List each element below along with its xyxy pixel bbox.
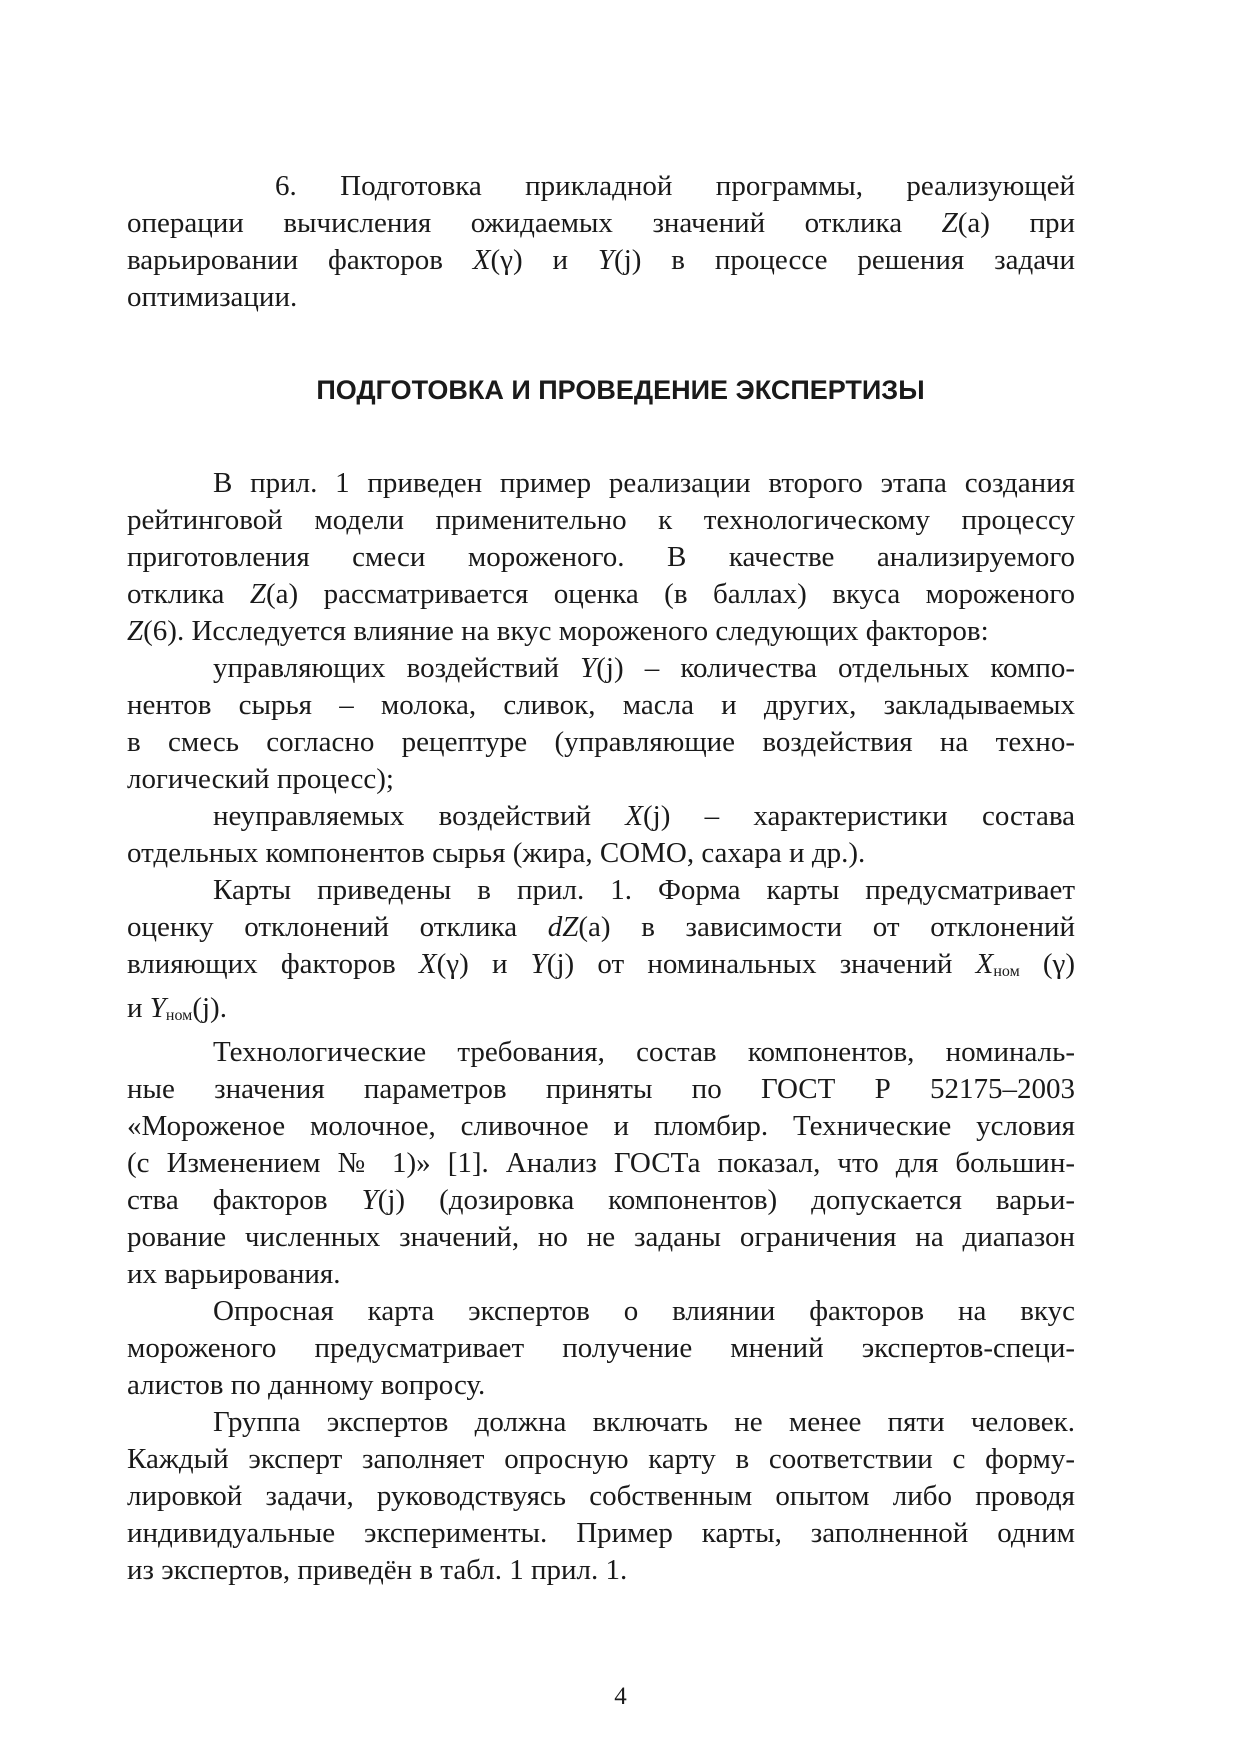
intro-line: оптимизации. <box>127 281 298 313</box>
intro-line: операции вычисления ожидаемых значений отклика Z(a) при <box>127 207 1075 239</box>
body-line: их варьирования. <box>127 1258 341 1290</box>
page-number: 4 <box>614 1683 627 1710</box>
section-heading: ПОДГОТОВКА И ПРОВЕДЕНИЕ ЭКСПЕРТИЗЫ <box>316 375 925 405</box>
intro-paragraph <box>127 168 1075 316</box>
body-line: В прил. 1 приведен пример реализации второго этапа создания <box>213 467 1075 499</box>
body-line: индивидуальные эксперименты. Пример карты, заполненной одним <box>127 1517 1075 1549</box>
body-line: и Yном(j). <box>127 992 227 1024</box>
body-line: «Мороженое молочное, сливочное и пломбир. Технические условия <box>127 1110 1075 1142</box>
body-line: Группа экспертов должна включать не менее пяти человек. <box>213 1406 1075 1438</box>
body-line: Технологические требования, состав компонентов, номиналь- <box>213 1036 1075 1068</box>
body-line: приготовления смеси мороженого. В качестве анализируемого <box>127 541 1075 573</box>
body-line: из экспертов, приведён в табл. 1 прил. 1. <box>127 1554 628 1586</box>
body-line: в смесь согласно рецептуре (управляющие воздействия на техно- <box>127 726 1075 758</box>
body-line: оценку отклонений отклика dZ(a) в зависимости от отклонений <box>127 911 1076 943</box>
body-line: отдельных компонентов сырья (жира, СОМО, сахара и др.). <box>127 837 866 869</box>
body-line: отклика Z(a) рассматривается оценка (в баллах) вкуса мороженого <box>127 578 1076 610</box>
body-line: Каждый эксперт заполняет опросную карту в соответствии с форму- <box>127 1443 1075 1475</box>
body-line: логический процесс); <box>127 763 394 795</box>
body-line: ные значения параметров приняты по ГОСТ Р 52175–2003 <box>127 1073 1075 1105</box>
body-line: рейтинговой модели применительно к технологическому процессу <box>127 504 1075 536</box>
body-line: ства факторов Y(j) (дозировка компонентов) допускается варьи- <box>127 1184 1076 1216</box>
body-line: Z(6). Исследуется влияние на вкус мороженого следующих факторов: <box>127 615 989 647</box>
body-line: управляющих воздействий Y(j) – количества отдельных компо- <box>213 652 1075 684</box>
body-line: Карты приведены в прил. 1. Форма карты предусматривает <box>213 874 1075 906</box>
body-line: (с Изменением № 1)» [1]. Анализ ГОСТа показал, что для большин- <box>127 1147 1075 1179</box>
intro-line: 6. Подготовка прикладной программы, реализующей <box>275 170 1075 202</box>
body-line: рование численных значений, но не заданы ограничения на диапазон <box>127 1221 1075 1253</box>
body-line: мороженого предусматривает получение мнений экспертов-специ- <box>127 1332 1075 1364</box>
section-body <box>127 465 1075 1589</box>
intro-line: варьировании факторов X(γ) и Y(j) в процессе решения задачи <box>127 244 1076 276</box>
body-line: лировкой задачи, руководствуясь собственным опытом либо проводя <box>127 1480 1075 1512</box>
body-line: неуправляемых воздействий X(j) – характеристики состава <box>213 800 1075 832</box>
body-line: Опросная карта экспертов о влиянии факторов на вкус <box>213 1295 1075 1327</box>
body-line: влияющих факторов X(γ) и Y(j) от номинальных значений Xном (γ) <box>127 948 1076 980</box>
body-line: алистов по данному вопросу. <box>127 1369 486 1401</box>
body-line: нентов сырья – молока, сливок, масла и других, закладываемых <box>127 689 1075 721</box>
